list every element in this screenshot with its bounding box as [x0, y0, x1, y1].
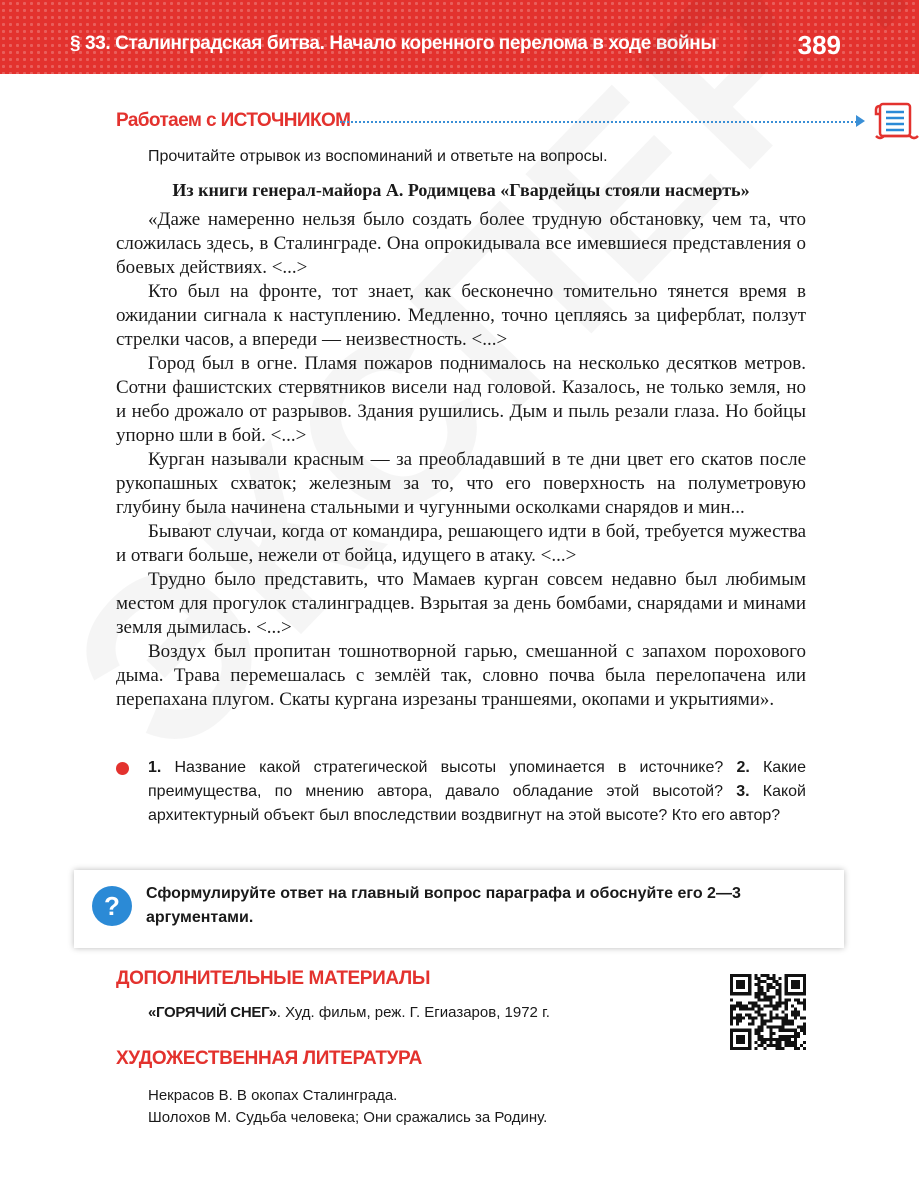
film-description: . Худ. фильм, реж. Г. Егиазаров, 1972 г. [276, 1004, 550, 1021]
quote-paragraph: Город был в огне. Пламя пожаров поднималось на несколько десятков метров. Сотни фашистских стервятников висели над головой. Казалось, не только земля, но и небо дрожало от разрывов. Здания рушились. Дым и пыль резали глаза. Но бойцы упорно шли в бой. <...> [116, 353, 806, 446]
question-mark-icon: ? [92, 886, 132, 926]
quote-paragraph: Кто был на фронте, тот знает, как бесконечно томительно тянется время в ожидании сигнала к наступлению. Медленно, точно цепляясь за циферблат, ползут стрелки часов, а впереди — неизвестность. <...> [116, 281, 806, 350]
qr-code-icon[interactable] [730, 974, 806, 1050]
quote-paragraph: Трудно было представить, что Мамаев курган совсем недавно был любимым местом для прогулок сталинградцев. Взрытая за день бомбами, снарядами и минами земля дымилась. <...> [116, 569, 806, 638]
question-number: 1. [148, 759, 162, 776]
dotted-line [340, 121, 860, 123]
literature-item: Шолохов М. Судьба человека; Они сражались за Родину. [148, 1109, 548, 1126]
main-question-text: Сформулируйте ответ на главный вопрос параграфа и обоснуйте его 2—3 аргументами. [146, 885, 741, 926]
page-number: 389 [797, 30, 841, 60]
quote-paragraph: «Даже намеренно нельзя было создать более трудную обстановку, чем та, что сложилась здесь, в Сталинграде. Она опрокидывала все имевшиеся представления о боевых действиях. <...> [116, 209, 806, 278]
question-text: Какой архитектурный объект был впоследствии воздвигнут на этой высоте? Кто его автор? [148, 783, 806, 824]
page-header [0, 0, 919, 74]
question-number: 3. [736, 783, 750, 800]
source-questions [148, 756, 806, 828]
quote-paragraph: Курган называли красным — за преобладавший в те дни цвет его скатов после рукопашных схваток; железным за то, что его поверхность на полуметровую глубину была начинена стальными и чугунными осколками снарядов и мин... [116, 449, 806, 518]
quote-paragraph: Бывают случаи, когда от командира, решающего идти в бой, требуется мужества и отваги больше, нежели от бойца, идущего в атаку. <...> [116, 521, 806, 566]
literature-list [148, 1085, 547, 1129]
book-title: Из книги генерал-майора А. Родимцева «Гвардейцы стояли насмерть» [172, 180, 750, 200]
film-item [148, 1004, 550, 1021]
film-title: «ГОРЯЧИЙ СНЕГ» [148, 1004, 277, 1021]
bullet-dot-icon [116, 762, 129, 775]
source-quote [116, 208, 806, 712]
quote-paragraph: Воздух был пропитан тошнотворной гарью, смешанной с запахом порохового дыма. Трава перемешалась с землёй так, словно почва была перелопачена или перепахана плугом. Скаты кургана изрезаны траншеями, окопами и укрытиями». [116, 641, 806, 710]
chapter-title: § 33. Сталинградская битва. Начало коренного перелома в ходе войны [70, 33, 717, 54]
question-text: Название какой стратегической высоты упоминается в источнике? [161, 759, 737, 776]
instruction-text: Прочитайте отрывок из воспоминаний и ответьте на вопросы. [148, 148, 608, 165]
source-section-header [116, 110, 806, 150]
source-section-title: Работаем с ИСТОЧНИКОМ [116, 110, 351, 131]
literature-heading: ХУДОЖЕСТВЕННАЯ ЛИТЕРАТУРА [116, 1048, 422, 1069]
additional-materials-heading: ДОПОЛНИТЕЛЬНЫЕ МАТЕРИАЛЫ [116, 968, 431, 989]
scroll-document-icon [872, 100, 919, 140]
main-question-box [74, 870, 844, 948]
question-number: 2. [736, 759, 750, 776]
literature-item: Некрасов В. В окопах Сталинграда. [148, 1087, 398, 1104]
question-text: Какие преимущества, по мнению автора, давало обладание этой высотой? [148, 759, 807, 800]
arrow-right-icon [856, 115, 865, 127]
